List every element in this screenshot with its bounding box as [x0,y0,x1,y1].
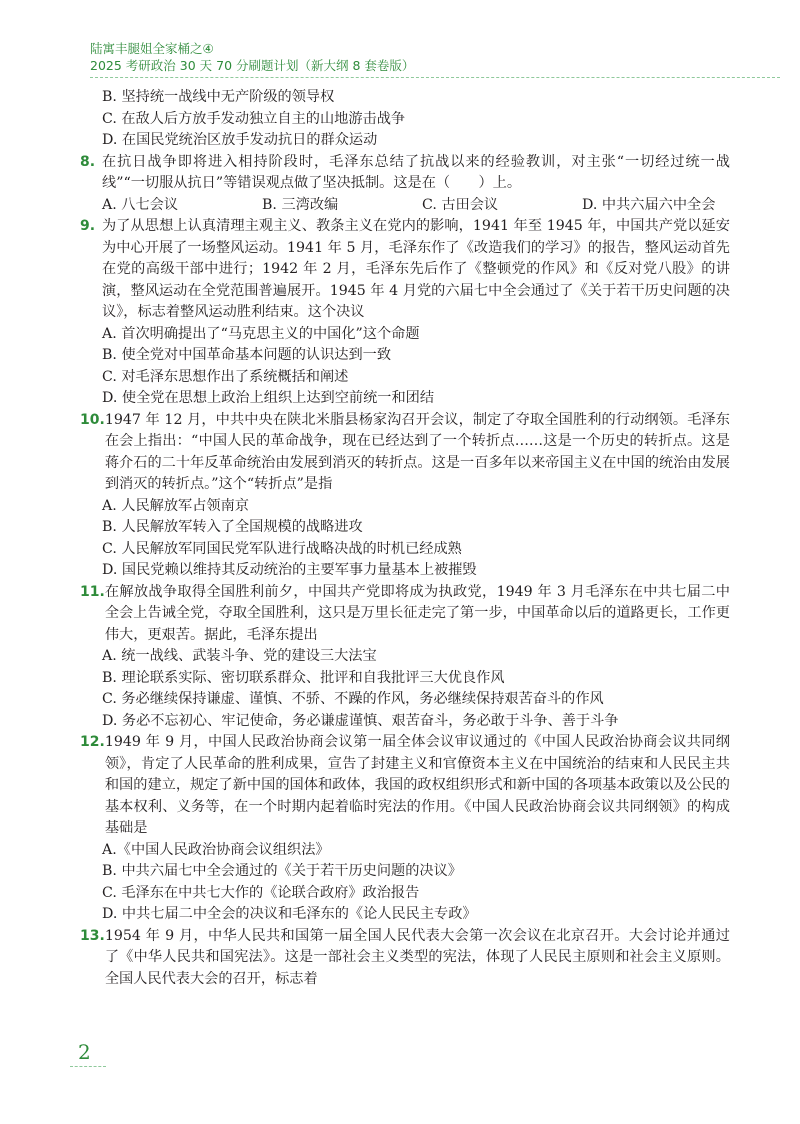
option-b: B. 中共六届七中全会通过的《关于若干历史问题的决议》 [102,863,462,879]
question-8 [80,152,730,217]
option-b: B. 三湾改编 [262,196,339,213]
question-stem: 在解放战争取得全国胜利前夕，中国共产党即将成为执政党，1949 年 3 月毛泽东在中共七届二中全会上告诫全党，夺取全国胜利，这只是万里长征走完了第一步，中国革命以后的道路更长，工作更伟大，更艰苦。据此，毛泽东提出 [104,583,730,643]
page-number: 2 [78,1040,91,1064]
option-c: C. 在敌人后方放手发动独立自主的山地游击战争 [102,110,406,127]
question-number: 13. [80,927,105,944]
option-b: B. 坚持统一战线中无产阶级的领导权 [102,89,335,105]
option-b: B. 使全党对中国革命基本问题的认识达到一致 [102,347,392,363]
page-header [90,40,780,78]
option-d: D. 使全党在思想上政治上组织上达到空前统一和团结 [102,390,435,406]
question-number: 10. [80,411,105,428]
option-c: C. 对毛泽东思想作出了系统概括和阐述 [102,368,349,385]
option-d: D. 务必不忘初心、牢记使命，务必谦虚谨慎、艰苦奋斗，务必敢于斗争、善于斗争 [102,712,619,729]
option-a: A. 统一战线、武装斗争、党的建设三大法宝 [102,648,377,664]
question-9 [80,216,730,410]
question-stem: 1954 年 9 月，中华人民共和国第一届全国人民代表大会第一次会议在北京召开。大会讨论并通过了《中华人民共和国宪法》。这是一部社会主义类型的宪法，体现了人民民主原则和社会主义原则。全国人民代表大会的召开，标志着 [104,927,730,987]
question-stem: 1949 年 9 月，中国人民政治协商会议第一届全体会议审议通过的《中国人民政治协商会议共同纲领》，肯定了人民革命的胜利成果，宣告了封建主义和官僚资本主义在中国统治的结束和人民民主共和国的建立，规定了新中国的国体和政体，我国的政权组织形式和新中国的各项基本政策以及公民的基本权利、义务等，在一个时期内起着临时宪法的作用。《中国人民政治协商会议共同纲领》的构成基础是 [104,734,730,836]
option-a: A.《中国人民政治协商会议组织法》 [102,841,330,858]
carryover-options [80,87,730,152]
question-number: 8. [80,153,96,170]
question-stem: 1947 年 12 月，中共中央在陕北米脂县杨家沟召开会议，制定了夺取全国胜利的行动纲领。毛泽东在会上指出：“中国人民的革命战争，现在已经达到了一个转折点……这是一个历史的转折点。这是蒋介石的二十年反革命统治由发展到消灭的转折点。这是一百多年以来帝国主义在中国的统治由发展到消灭的转折点。”这个“转折点”是指 [104,411,730,492]
option-a: A. 八七会议 [102,196,179,213]
option-a: A. 人民解放军占领南京 [102,497,249,514]
option-d: D. 中共七届二中全会的决议和毛泽东的《论人民民主专政》 [102,906,477,922]
question-11 [80,582,730,733]
option-d: D. 国民党赖以维持其反动统治的主要军事力量基本上被摧毁 [102,562,477,578]
option-b: B. 人民解放军转入了全国规模的战略进攻 [102,519,363,535]
question-list [80,87,730,990]
header-divider [90,77,780,78]
question-12 [80,732,730,926]
question-stem: 为了从思想上认真清理主观主义、教条主义在党内的影响，1941 年至 1945 年，中国共产党以延安为中心开展了一场整风运动。1941 年 5 月，毛泽东作了《改造我们的学习》的报告，整风运动首先在党的高级干部中进行；1942 年 2 月，毛泽东先后作了《整顿党的作风》和《反对党八股》的讲演，整风运动在全党范围普遍展开。1945 年 4 月党的六届七中全会通过了《关于若干历史问题的决议》，标志着整风运动胜利结束。这个决议 [102,218,730,320]
option-c: C. 古田会议 [422,196,499,213]
option-row [80,195,730,217]
header-book-title: 2025 考研政治 30 天 70 分刷题计划（新大纲 8 套卷版） [90,58,415,73]
question-number: 11. [80,583,105,600]
option-c: C. 毛泽东在中共七大作的《论联合政府》政治报告 [102,884,420,901]
option-c: C. 务必继续保持谦虚、谨慎、不骄、不躁的作风，务必继续保持艰苦奋斗的作风 [102,691,604,707]
option-b: B. 理论联系实际、密切联系群众、批评和自我批评三大优良作风 [102,669,505,686]
question-10 [80,410,730,582]
question-number: 9. [80,218,96,234]
question-13 [80,926,730,991]
page-number-underline [70,1066,106,1067]
header-series-title: 陆寓丰腿姐全家桶之④ [90,41,214,56]
option-a: A. 首次明确提出了“马克思主义的中国化”这个命题 [102,325,420,342]
option-d: D. 中共六届六中全会 [582,196,716,213]
question-number: 12. [80,734,105,750]
option-d: D. 在国民党统治区放手发动抗日的群众运动 [102,132,378,148]
option-c: C. 人民解放军同国民党军队进行战略决战的时机已经成熟 [102,540,462,557]
question-stem: 在抗日战争即将进入相持阶段时，毛泽东总结了抗战以来的经验教训，对主张“一切经过统一战线”“一切服从抗日”等错误观点做了坚决抵制。这是在（ ）上。 [102,153,730,191]
